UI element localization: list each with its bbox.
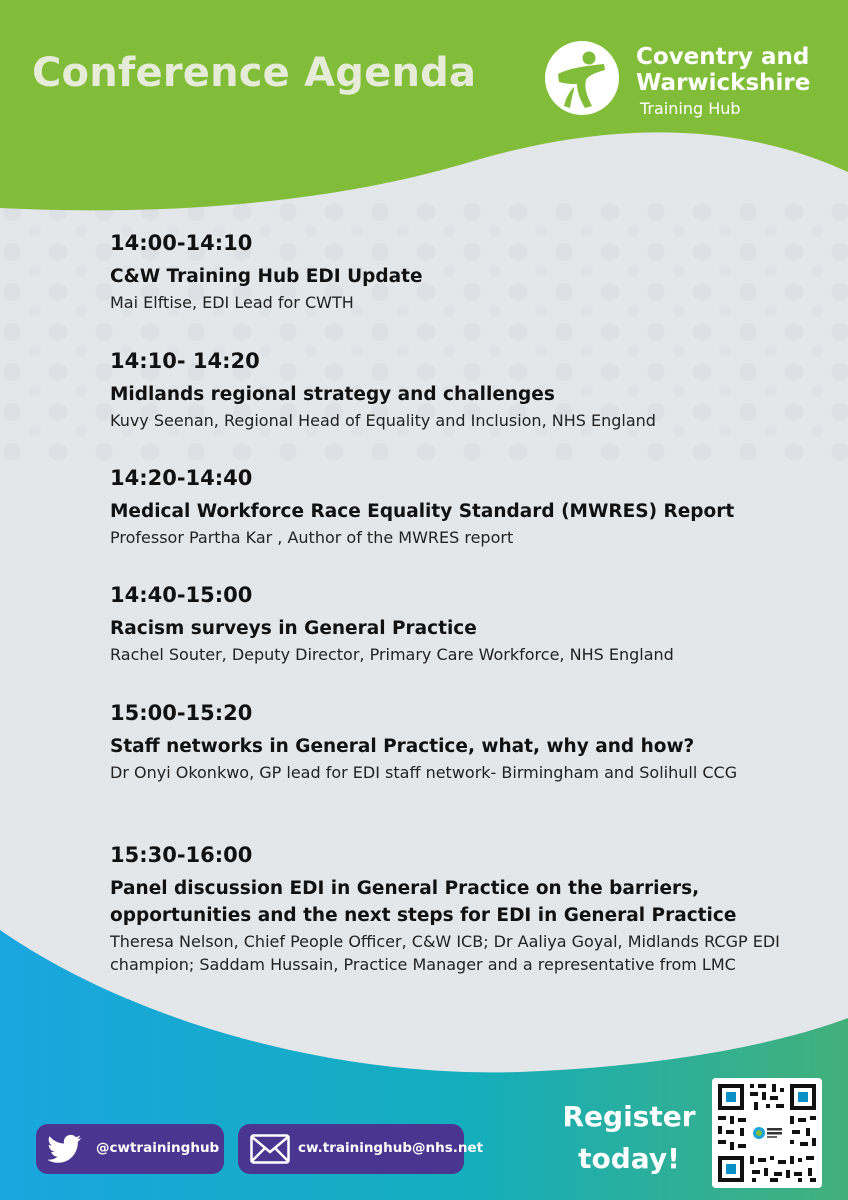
email-link[interactable] xyxy=(238,1124,484,1174)
page-title: Conference Agenda xyxy=(32,50,477,96)
brand-name-line1: Coventry and xyxy=(636,44,810,70)
brand-name-line2: Warwickshire xyxy=(636,70,811,96)
session-time: 14:20-14:40 xyxy=(110,466,253,490)
session-time: 14:40-15:00 xyxy=(110,583,253,607)
email-address: cw.traininghub@nhs.net xyxy=(298,1140,484,1156)
session-speaker: Rachel Souter, Deputy Director, Primary Care Workforce, NHS England xyxy=(110,645,674,664)
session-time: 15:30-16:00 xyxy=(110,843,253,867)
agenda-item xyxy=(110,348,790,432)
session-speaker: Professor Partha Kar , Author of the MWRES report xyxy=(110,528,514,547)
session-time: 15:00-15:20 xyxy=(110,701,253,725)
session-title: Racism surveys in General Practice xyxy=(110,618,477,639)
twitter-bird-icon xyxy=(48,1134,82,1164)
session-title: Panel discussion EDI in General Practice on the barriers, opportunities and the next steps for EDI in General Practice xyxy=(110,878,737,926)
agenda-item xyxy=(110,465,790,549)
envelope-icon xyxy=(250,1134,290,1164)
session-title: C&W Training Hub EDI Update xyxy=(110,266,423,287)
person-logo-icon xyxy=(544,40,620,116)
agenda-item xyxy=(110,700,790,784)
register-cta[interactable]: Register today! xyxy=(562,1100,696,1175)
twitter-link[interactable] xyxy=(36,1124,224,1174)
session-title: Staff networks in General Practice, what, why and how? xyxy=(110,736,695,757)
twitter-handle: @cwtraininghub xyxy=(96,1140,220,1156)
session-title: Medical Workforce Race Equality Standard (MWRES) Report xyxy=(110,501,735,522)
session-speaker: Dr Onyi Okonkwo, GP lead for EDI staff network- Birmingham and Solihull CCG xyxy=(110,763,738,782)
session-time: 14:00-14:10 xyxy=(110,231,253,255)
training-hub-logo xyxy=(544,40,834,120)
agenda-item xyxy=(110,842,790,976)
session-speaker: Kuvy Seenan, Regional Head of Equality and Inclusion, NHS England xyxy=(110,411,656,430)
session-speaker: Theresa Nelson, Chief People Officer, C&W ICB; Dr Aaliya Goyal, Midlands RCGP EDI champion; Saddam Hussain, Practice Manager and a representative from LMC xyxy=(110,932,780,974)
session-time: 14:10- 14:20 xyxy=(110,349,260,373)
brand-subtitle: Training Hub xyxy=(640,99,741,118)
session-speaker: Mai Elftise, EDI Lead for CWTH xyxy=(110,293,354,312)
qr-code[interactable] xyxy=(712,1078,822,1188)
session-title: Midlands regional strategy and challenges xyxy=(110,384,555,405)
agenda-item xyxy=(110,230,790,314)
agenda-item xyxy=(110,582,790,666)
